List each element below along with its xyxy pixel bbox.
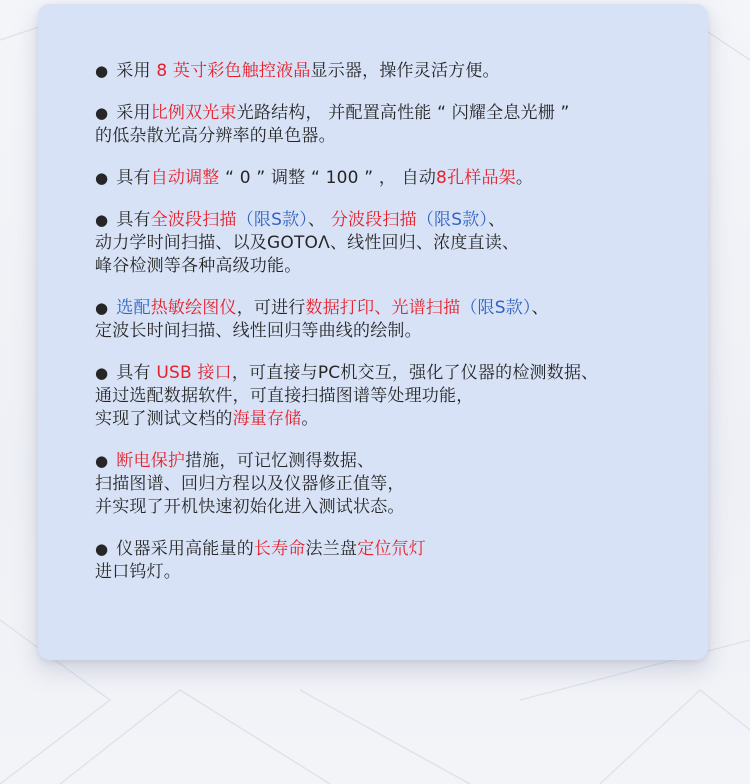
feature-text: 的低杂散光高分辨率的单色器。 [95, 126, 336, 146]
bullet-icon: ● [95, 452, 109, 470]
feature-text: “ 0 ” 调整 “ 100 ” ， 自动 [219, 168, 437, 188]
feature-line [95, 561, 688, 584]
feature-item-power [95, 450, 688, 519]
feature-line [95, 385, 688, 408]
feature-highlight: （限S款） [236, 210, 308, 230]
bullet-icon: ● [95, 299, 109, 317]
feature-text: 通过选配数据软件，可直接扫描图谱等处理功能， [95, 386, 474, 406]
feature-highlight: USB 接口 [156, 363, 232, 383]
feature-highlight: 8 英寸彩色触控液晶 [156, 61, 311, 81]
feature-highlight: 长寿命 [253, 539, 306, 559]
feature-text: 具有 [116, 363, 157, 383]
bullet-icon: ● [95, 104, 109, 122]
feature-item-lamp [95, 538, 688, 584]
feature-text: 光路结构， 并配置高性能 “ 闪耀全息光栅 ” [236, 103, 570, 123]
feature-text: ，可直接与PC机交互，强化了仪器的检测数据、 [231, 363, 599, 383]
feature-highlight: 选配 [116, 298, 151, 318]
feature-text: 仪器采用高能量的 [116, 539, 254, 559]
feature-line [95, 362, 688, 385]
feature-highlight: 全波段扫描 [150, 210, 237, 230]
feature-line [95, 538, 688, 561]
feature-item-lcd [95, 60, 688, 83]
feature-item-beam [95, 102, 688, 148]
feature-highlight: 分波段扫描 [330, 210, 417, 230]
feature-text: 。 [515, 168, 534, 188]
feature-text: 法兰盘 [305, 539, 358, 559]
feature-text: 采用 [116, 61, 157, 81]
feature-text: 采用 [116, 103, 151, 123]
feature-line [95, 297, 688, 320]
feature-line [95, 125, 688, 148]
feature-text: 峰谷检测等各种高级功能。 [95, 256, 302, 276]
feature-text: 显示器，操作灵活方便。 [310, 61, 500, 81]
feature-text: 具有 [116, 210, 151, 230]
feature-line [95, 450, 688, 473]
feature-line [95, 320, 688, 343]
feature-text: 具有 [116, 168, 151, 188]
feature-text: 、 [488, 210, 506, 230]
feature-text: 、 [531, 298, 549, 318]
feature-line [95, 102, 688, 125]
feature-text: 并实现了开机快速初始化进入测试状态。 [95, 497, 405, 517]
bullet-icon: ● [95, 540, 109, 558]
feature-line [95, 255, 688, 278]
feature-item-scan [95, 209, 688, 278]
feature-line [95, 232, 688, 255]
feature-line [95, 496, 688, 519]
feature-item-auto [95, 167, 688, 190]
feature-text: 措施，可记忆测得数据、 [185, 451, 375, 471]
feature-text: 动力学时间扫描、以及GOTOΛ、线性回归、浓度直读、 [95, 233, 520, 253]
feature-line [95, 408, 688, 431]
bullet-icon: ● [95, 169, 109, 187]
feature-text: 、 [308, 210, 331, 230]
feature-line [95, 473, 688, 496]
feature-item-usb [95, 362, 688, 431]
feature-text: 实现了测试文档的 [95, 409, 233, 429]
bullet-icon: ● [95, 62, 109, 80]
feature-line [95, 60, 688, 83]
feature-highlight: 定位氘灯 [357, 539, 426, 559]
feature-card [38, 4, 708, 660]
feature-text: 扫描图谱、回归方程以及仪器修正值等， [95, 474, 405, 494]
feature-highlight: 断电保护 [116, 451, 186, 471]
feature-item-printer [95, 297, 688, 343]
feature-highlight: 热敏绘图仪 [150, 298, 237, 318]
feature-line [95, 209, 688, 232]
feature-highlight: （限S款） [416, 210, 489, 230]
feature-highlight: 8孔样品架 [436, 168, 516, 188]
feature-text: 定波长时间扫描、线性回归等曲线的绘制。 [95, 321, 422, 341]
feature-highlight: 数据打印、光谱扫描 [305, 298, 461, 318]
feature-line [95, 167, 688, 190]
bullet-icon: ● [95, 211, 109, 229]
feature-text: ，可进行 [236, 298, 306, 318]
feature-highlight: （限S款） [460, 298, 532, 318]
feature-highlight: 海量存储 [232, 409, 302, 429]
feature-highlight: 自动调整 [150, 168, 220, 188]
bullet-icon: ● [95, 364, 109, 382]
feature-text: 进口钨灯。 [95, 562, 181, 582]
feature-text: 。 [301, 409, 319, 429]
feature-highlight: 比例双光束 [150, 103, 237, 123]
